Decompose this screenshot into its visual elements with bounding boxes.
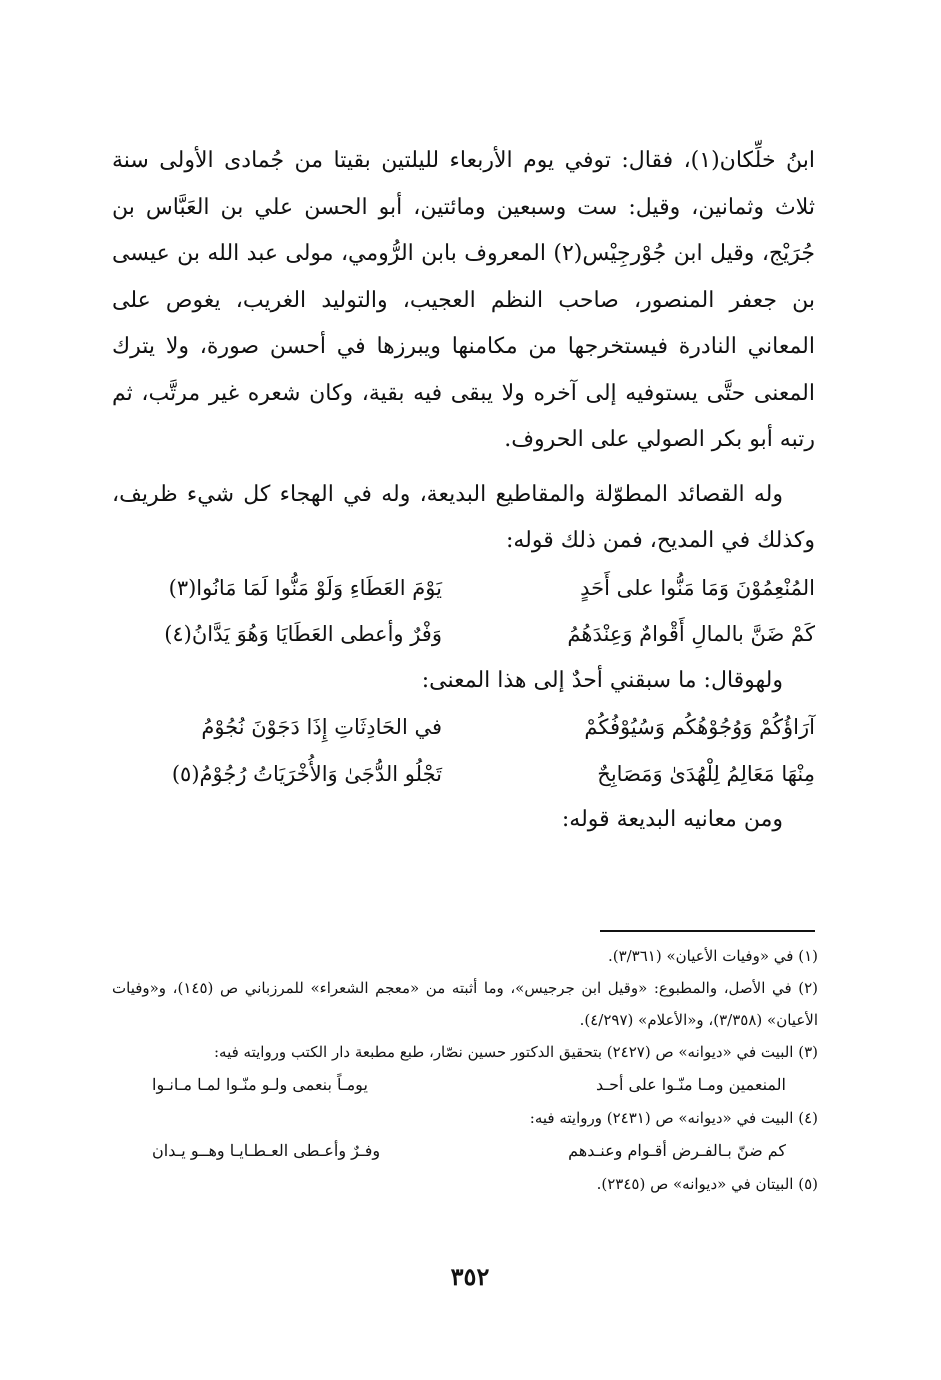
footnote-4: (٤) البيت في «ديوانه» ص (٢٤٣١) وروايته فيه: — [529, 1109, 818, 1127]
verse-first-hemistich: المُنْعِمُوْنَ وَمَا مَنُّوا على أَحَدٍ — [580, 575, 815, 600]
verse-intro-3: ومن معانيه البديعة قوله: — [561, 807, 783, 832]
paragraph-biography: ابنُ خلِّكان(١)، فقال: توفي يوم الأربعاء لليلتين بقيتا من جُمادى الأولى سنة ثلاث وثمانين، وقيل: ست وسبعين ومائتين، أبو الحسن علي بن العَبَّاس بن جُرَيْج، وقيل ابن جُوْرجِيْس(٢) المعروف بابن الرُّومي، مولى عبد الله بن عيسى بن جعفر المنصور، صاحب النظم العجيب، والتوليد الغريب، يغوص على المعاني النادرة فيستخرجها من مكامنها ويبرزها في أحسن صورة، ولا يترك المعنى حتَّى يستوفيه إلى آخره ولا يبقى فيه بقية، وكان شعره غير مرتَّب، ثم رتبه أبو بكر الصولي على الحروف. — [112, 148, 815, 452]
footnote-2: (٢) في الأصل، والمطبوع: «وقيل ابن جرجيس»، وما أثبته من «معجم الشعراء» للمرزباني ص (١٤٥)، و«وفيات الأعيان» (٣/٣٥٨)، و«الأعلام» (٤/٢٩٧). — [112, 979, 818, 1029]
footnote-3: (٣) البيت في «ديوانه» ص (٢٤٢٧) بتحقيق الدكتور حسين نصّار، طبع مطبعة دار الكتب وروايته فيه: — [213, 1043, 818, 1061]
main-text — [112, 138, 815, 844]
verse-block-2 — [112, 704, 815, 797]
verse-second-hemistich: وفـرٌ وأعـطى العـطـايـا وهــو يـدان — [152, 1141, 381, 1160]
verse-first-hemistich: مِنْهَا مَعَالِمُ لِلْهُدَىٰ وَمَصَابِحٌ — [597, 761, 815, 786]
verse-second-hemistich: يَوْمَ العَطَاءِ وَلَوْ مَنُّوا لَمَا مَانُوا(٣) — [168, 575, 442, 600]
footnote-5: (٥) البيتان في «ديوانه» ص (٢٣٤٥). — [596, 1175, 818, 1193]
footnote-separator — [600, 930, 815, 932]
verse-second-hemistich: في الحَادِثَاتِ إِذَا دَجَوْنَ نُجُوْمُ — [201, 715, 442, 739]
verse-first-hemistich: كم ضنّ بـالفـرض أقـوام وعنـدهم — [568, 1141, 786, 1160]
page-number: ٣٥٢ — [450, 1262, 490, 1291]
verse-intro-2: ولهوقال: ما سبقني أحدٌ إلى هذا المعنى: — [421, 667, 783, 693]
verse-second-hemistich: تَجْلُو الدُّجَىٰ وَالأُخْرَيَاتُ رُجُوْمُ(٥) — [171, 761, 442, 786]
footnote-4-verse — [112, 1134, 818, 1168]
verse-second-hemistich: وَفْرٌ وأعطى العَطَايَا وَهُوَ يَدَّانُ(٤) — [164, 622, 442, 646]
paragraph-poetry-intro: وله القصائد المطوّلة والمقاطيع البديعة، وله في الهجاء كل شيء ظريف، وكذلك في المديح، فمن ذلك قوله: — [112, 481, 815, 553]
footnotes — [112, 940, 818, 1200]
verse-second-hemistich: يومـاً بنعمى ولـو منّـوا لمـا مـانـوا — [152, 1075, 368, 1094]
verse-first-hemistich: المنعمين ومـا منّـوا على أحـد — [596, 1075, 786, 1094]
verse-first-hemistich: كَمْ ضَنَّ بالمالِ أَقْوامٌ وَعِنْدَهُمُ — [567, 622, 815, 646]
footnote-1: (١) في «وفيات الأعيان» (٣/٣٦١). — [607, 947, 818, 965]
footnote-3-verse — [112, 1068, 818, 1102]
verse-line — [112, 704, 815, 751]
verse-first-hemistich: آرَاؤُكُمْ وَوُجُوْهُكُم وَسُيُوْفُكُمْ — [584, 715, 815, 739]
verse-line — [112, 751, 815, 798]
verse-line — [112, 565, 815, 612]
verse-block-1 — [112, 565, 815, 658]
verse-line — [112, 611, 815, 658]
